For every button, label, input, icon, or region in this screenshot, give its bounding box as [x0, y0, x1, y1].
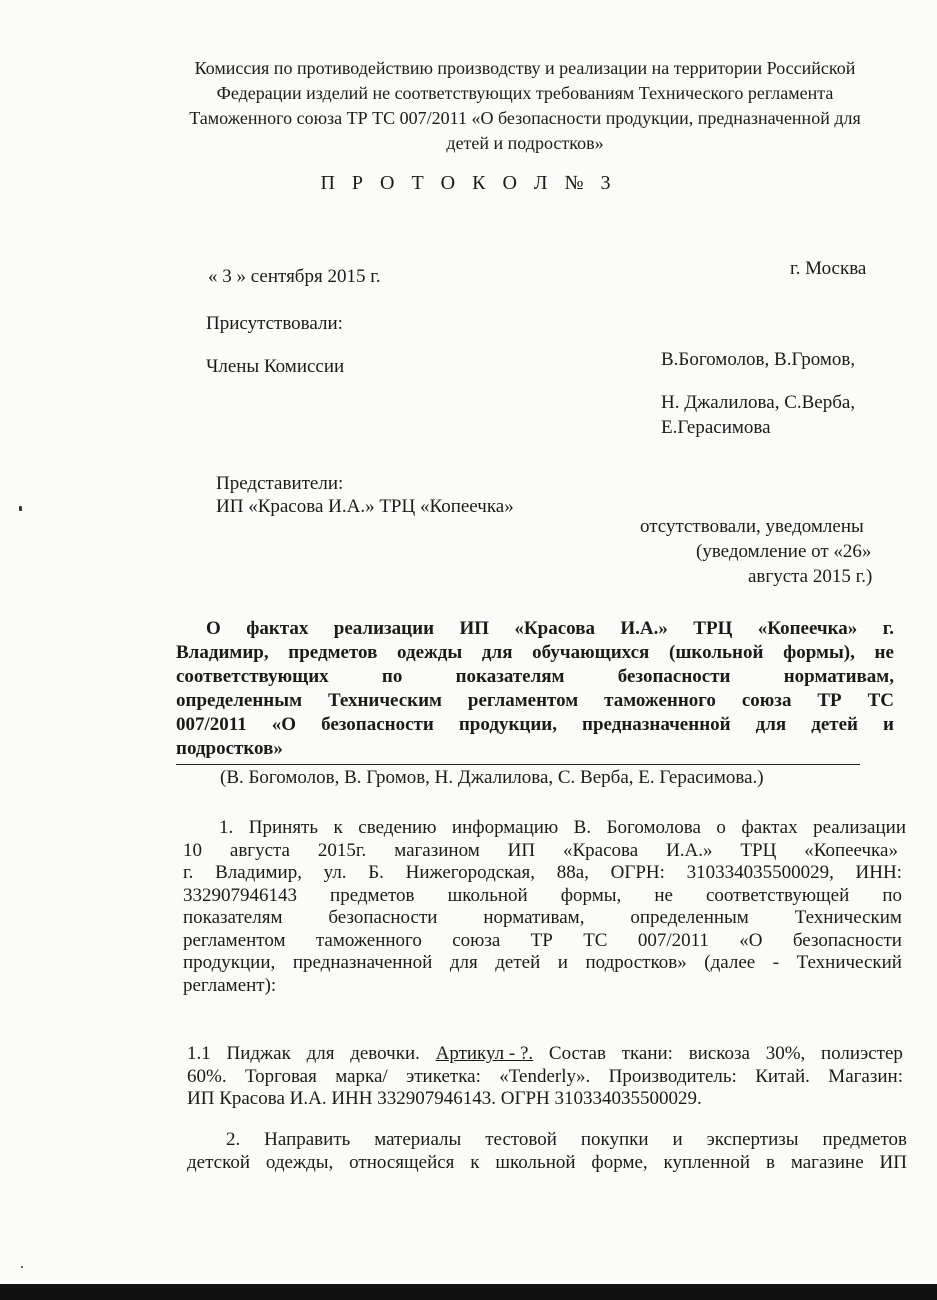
paragraph-line: ИП Красова И.А. ИНН 332907946143. ОГРН 310334035500029. [187, 1088, 702, 1109]
subject-line: определенным Техническим регламентом таможенного союза ТР ТС [176, 690, 894, 711]
absence-note-line: (уведомление от «26» [696, 541, 872, 562]
paragraph-line: 332907946143 предметов школьной формы, не соответствующей по [183, 884, 902, 906]
paragraph-line: г. Владимир, ул. Б. Нижегородская, 88а, ОГРН: 310334035500029, ИНН: [183, 862, 902, 883]
document-header [150, 56, 900, 156]
paragraph-line: 1. Принять к сведению информацию В. Богомолова о фактах реализации [219, 817, 906, 838]
subject-line: подростков» [176, 738, 283, 759]
speakers-line: (В. Богомолов, В. Громов, Н. Джалилова, С. Верба, Е. Герасимова.) [220, 767, 764, 788]
scan-speck [19, 506, 22, 511]
header-line: Таможенного союза ТР ТС 007/2011 «О безопасности продукции, предназначенной для [189, 108, 861, 128]
subject-line: 007/2011 «О безопасности продукции, предназначенной для детей и [176, 714, 894, 735]
protocol-title: П Р О Т О К О Л № 3 [320, 172, 617, 194]
protocol-city: г. Москва [790, 258, 867, 279]
decision-paragraph-1 [183, 817, 906, 997]
paragraph-line: 1.1 Пиджак для девочки. Артикул - ?. Состав ткани: вискоза 30%, полиэстер [187, 1043, 903, 1064]
absence-note-line: отсутствовали, уведомлены [640, 516, 864, 537]
paragraph-line: 60%. Торговая марка/ этикетка: «Tenderly». Производитель: Китай. Магазин: [187, 1065, 903, 1087]
header-line: детей и подростков» [446, 133, 604, 153]
paragraph-line: продукции, предназначенной для детей и подростков» (далее - Технический [183, 952, 902, 973]
representatives-label: Представители: [216, 473, 344, 494]
member-names-line: Н. Джалилова, С.Верба, [661, 392, 856, 413]
subject-underline [176, 764, 860, 765]
protocol-date: « 3 » сентября 2015 г. [208, 266, 381, 287]
paragraph-line: детской одежды, относящейся к школьной форме, купленной в магазине ИП [187, 1151, 907, 1173]
member-names-line: Е.Герасимова [661, 417, 771, 438]
paragraph-line: 2. Направить материалы тестовой покупки и экспертизы предметов [226, 1129, 907, 1150]
scan-bottom-edge [0, 1284, 937, 1300]
scan-speck [21, 1266, 23, 1268]
subject-line: Владимир, предметов одежды для обучающихся (школьной формы), не [176, 642, 894, 663]
subject-line: О фактах реализации ИП «Красова И.А.» ТРЦ «Копеечка» г. [206, 618, 894, 639]
item-1-1 [187, 1043, 907, 1111]
decision-paragraph-2 [187, 1129, 907, 1174]
paragraph-line: регламент): [183, 974, 277, 996]
absence-note-line: августа 2015 г.) [748, 566, 873, 587]
representatives-name: ИП «Красова И.А.» ТРЦ «Копеечка» [216, 496, 514, 517]
paragraph-line: регламентом таможенного союза ТР ТС 007/2011 «О безопасности [183, 929, 902, 951]
members-label: Члены Комиссии [206, 356, 345, 377]
header-line: Федерации изделий не соответствующих требованиям Технического регламента [216, 83, 834, 103]
header-line: Комиссия по противодействию производству и реализации на территории Российской [194, 58, 856, 78]
agenda-subject [176, 617, 894, 761]
paragraph-line: показателям безопасности нормативам, определенным Техническим [183, 907, 902, 928]
member-names-line: В.Богомолов, В.Громов, [661, 349, 856, 370]
present-label: Присутствовали: [206, 313, 343, 334]
subject-line: соответствующих по показателям безопасности нормативам, [176, 666, 894, 687]
paragraph-line: 10 августа 2015г. магазином ИП «Красова И.А.» ТРЦ «Копеечка» [183, 839, 898, 861]
